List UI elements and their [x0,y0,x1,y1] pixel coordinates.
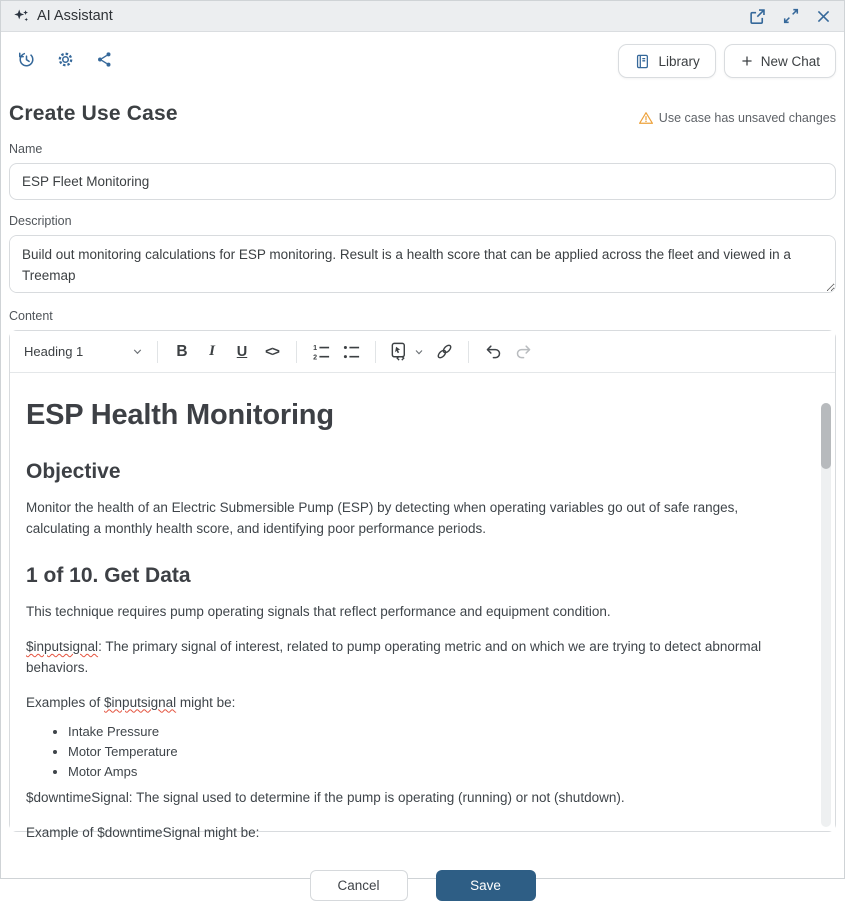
description-label: Description [9,214,72,228]
share-icon[interactable] [95,50,114,69]
doc-objective-text: Monitor the health of an Electric Submersible Pump (ESP) by detecting when operating variables go out of safe ranges, calculating a monthly health score, and identifying poor performance periods. [26,500,739,536]
chat-toolbar [1,32,844,78]
create-use-case-form [1,102,844,901]
sparkle-icon [13,8,30,25]
content-label: Content [9,309,53,323]
warning-triangle-icon [638,110,654,126]
heading-style-value: Heading 1 [24,344,84,359]
inputsignal-term: $inputsignal [26,638,99,654]
link-button[interactable] [429,337,459,367]
insert-block-button[interactable] [385,337,429,367]
plus-icon [740,54,754,68]
doc-objective-heading: Objective [26,460,121,483]
unsaved-changes-warning [638,110,836,126]
expand-button[interactable] [782,7,800,25]
toolbar-separator [468,341,469,363]
save-button[interactable]: Save [436,870,536,901]
editor-scrollbar[interactable] [821,403,831,827]
editor-toolbar [10,331,835,373]
bullet-list-button[interactable] [336,337,366,367]
editor-scrollbar-thumb[interactable] [821,403,831,469]
examples-term: $inputsignal [104,694,177,710]
cancel-button[interactable]: Cancel [310,870,408,901]
doc-title: ESP Health Monitoring [26,399,334,431]
svg-text:1: 1 [312,344,317,353]
unsaved-changes-text: Use case has unsaved changes [658,111,836,125]
toolbar-separator [375,341,376,363]
settings-gear-icon[interactable] [56,50,75,69]
list-item: • Motor Temperature [68,742,805,762]
chevron-down-icon [131,345,144,358]
redo-button[interactable] [508,337,538,367]
doc-examples-line [26,693,805,714]
examples-prefix: Examples of [26,694,105,710]
italic-button[interactable]: I [197,337,227,367]
panel-title: AI Assistant [37,8,113,24]
name-input[interactable] [9,163,836,200]
description-input[interactable] [9,235,836,293]
title-bar [1,1,844,32]
doc-step-intro: This technique requires pump operating signals that reflect performance and equipment condition. [26,603,611,619]
doc-examples-list [26,722,805,782]
book-icon [634,53,651,70]
new-chat-button-label: New Chat [760,53,820,69]
editor-document[interactable] [10,399,835,840]
new-chat-button[interactable] [724,44,836,78]
library-button-label: Library [658,53,700,69]
inline-code-button[interactable]: <> [257,337,287,367]
underline-button[interactable]: U [227,337,257,367]
library-button[interactable] [618,44,715,78]
page-title: Create Use Case [9,102,178,125]
toolbar-separator [296,341,297,363]
doc-downtime-example-line: Example of $downtimeSignal might be: [26,824,260,840]
ordered-list-button[interactable] [306,337,336,367]
heading-style-dropdown[interactable] [20,344,148,359]
name-label: Name [9,142,43,156]
doc-step-heading: 1 of 10. Get Data [26,563,191,587]
undo-button[interactable] [478,337,508,367]
examples-suffix: might be: [176,694,236,710]
close-icon[interactable] [815,8,832,25]
doc-inputsignal-definition [26,637,805,679]
content-editor [9,330,836,840]
bold-button[interactable]: B [167,337,197,367]
list-item: • Intake Pressure [68,722,805,742]
history-icon[interactable] [17,50,36,69]
inputsignal-definition-text: : The primary signal of interest, related to pump operating metric and on which we are trying to detect abnormal behaviors. [26,638,762,675]
doc-downtime-definition: $downtimeSignal: The signal used to determine if the pump is operating (running) or not (shutdown). [26,789,625,805]
svg-text:2: 2 [312,353,317,362]
open-external-button[interactable] [748,7,767,26]
list-item: • Motor Amps [68,762,805,782]
toolbar-separator [157,341,158,363]
